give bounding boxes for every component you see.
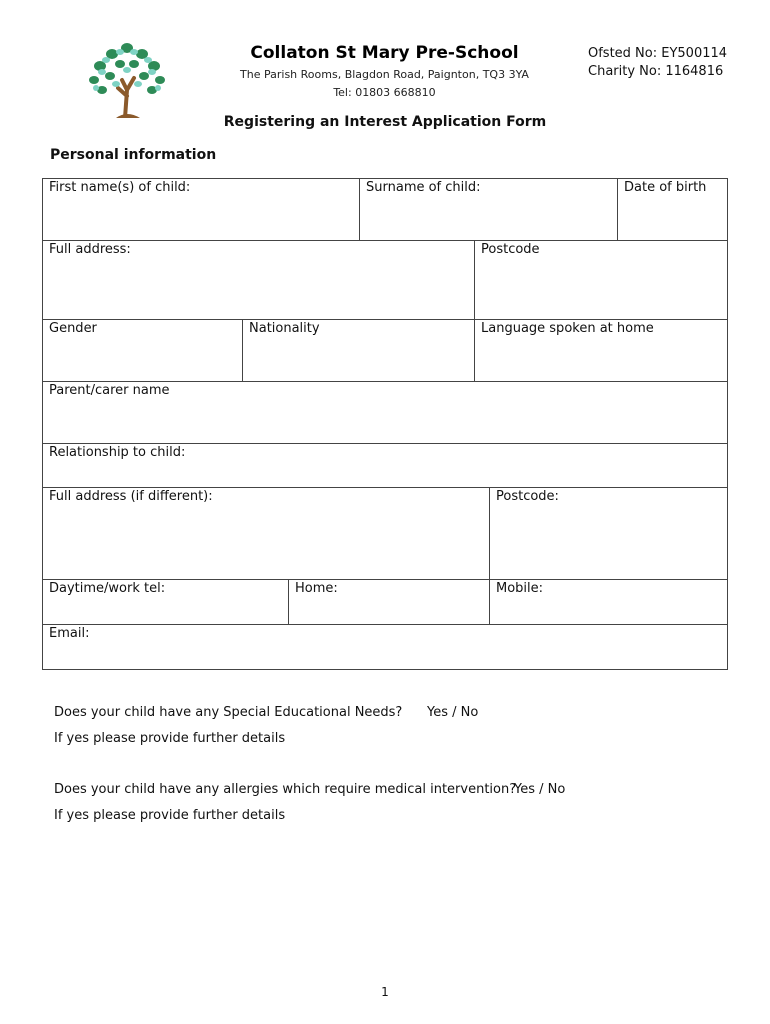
school-address: The Parish Rooms, Blagdon Road, Paignton, TQ3 3YA <box>240 68 529 81</box>
language-label: Language spoken at home <box>481 321 654 336</box>
email-label: Email: <box>49 626 90 641</box>
full-address-field[interactable] <box>42 240 474 319</box>
relationship-label: Relationship to child: <box>49 445 186 460</box>
school-tel: Tel: 01803 668810 <box>333 86 436 99</box>
surname-label: Surname of child: <box>366 180 481 195</box>
home-tel-field[interactable] <box>288 579 489 624</box>
relationship-field[interactable] <box>42 443 728 487</box>
full-address-label: Full address: <box>49 242 131 257</box>
mobile-label: Mobile: <box>496 581 544 596</box>
parent-name-field[interactable] <box>42 381 728 443</box>
postcode-2-field[interactable] <box>489 487 728 579</box>
allergies-details-prompt: If yes please provide further details <box>54 808 286 823</box>
daytime-tel-field[interactable] <box>42 579 288 624</box>
nationality-field[interactable] <box>242 319 474 381</box>
language-field[interactable] <box>474 319 728 381</box>
allergies-question: Does your child have any allergies which require medical intervention? <box>54 782 517 797</box>
home-tel-label: Home: <box>295 581 338 596</box>
postcode-label: Postcode <box>481 242 540 257</box>
sen-question: Does your child have any Special Educational Needs? <box>54 705 403 720</box>
parent-name-label: Parent/carer name <box>49 383 170 398</box>
gender-label: Gender <box>49 321 97 336</box>
allergies-yes-no[interactable]: Yes / No <box>514 782 566 797</box>
ofsted-number: Ofsted No: EY500114 <box>588 46 728 61</box>
full-address-different-field[interactable] <box>42 487 489 579</box>
postcode-2-label: Postcode: <box>496 489 559 504</box>
personal-info-table <box>42 178 728 670</box>
nationality-label: Nationality <box>249 321 320 336</box>
sen-yes-no[interactable]: Yes / No <box>427 705 479 720</box>
dob-label: Date of birth <box>624 180 707 195</box>
tree-icon <box>82 40 172 118</box>
full-address-different-label: Full address (if different): <box>49 489 213 504</box>
daytime-tel-label: Daytime/work tel: <box>49 581 166 596</box>
form-title: Registering an Interest Application Form <box>223 114 547 130</box>
gender-field[interactable] <box>42 319 242 381</box>
page-number: 1 <box>381 985 389 999</box>
charity-number: Charity No: 1164816 <box>588 64 724 79</box>
email-field[interactable] <box>42 624 728 670</box>
mobile-field[interactable] <box>489 579 728 624</box>
first-name-label: First name(s) of child: <box>49 180 191 195</box>
postcode-field[interactable] <box>474 240 728 319</box>
section-title: Personal information <box>50 147 217 163</box>
dob-field[interactable] <box>617 178 728 240</box>
first-name-field[interactable] <box>42 178 359 240</box>
school-name: Collaton St Mary Pre-School <box>250 43 519 63</box>
surname-field[interactable] <box>359 178 617 240</box>
sen-details-prompt: If yes please provide further details <box>54 731 286 746</box>
